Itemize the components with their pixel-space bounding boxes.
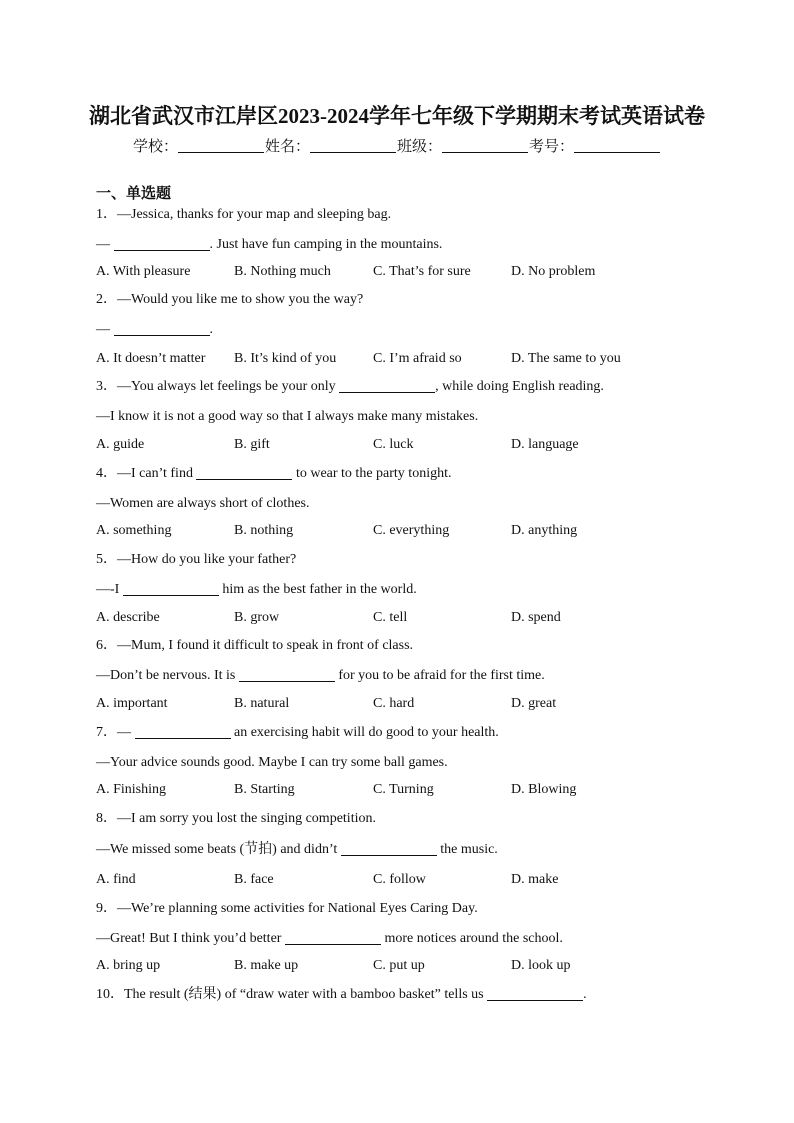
question-text: —Great! But I think you’d better [96,931,285,946]
question-1-option-c: C. That’s for sure [373,264,471,279]
question-9-option-b: B. make up [234,958,299,973]
school-label: 学校： [132,137,178,155]
question-text: , while doing English reading. [435,379,604,394]
question-6-option-b: B. natural [234,696,290,711]
answer-blank [123,581,219,596]
question-text: —-I [96,582,123,597]
question-5-option-d: D. spend [511,610,561,625]
question-9-line-1: 9．—We’re planning some activities for National Eyes Caring Day. [96,901,478,916]
question-text: the music. [436,842,498,857]
question-1-option-d: D. No problem [511,264,596,279]
answer-blank [285,930,381,945]
question-5-line-2 [96,581,417,599]
exam-number-blank [574,138,660,153]
question-5-option-b: B. grow [234,610,280,625]
question-6-line-2 [96,667,545,685]
question-text: . [209,322,213,337]
question-4-line-1 [96,465,451,483]
question-1-option-a: A. With pleasure [96,264,191,279]
question-text: 3．—You always let feelings be your only [96,379,340,394]
question-2-option-a: A. It doesn’t matter [96,351,206,366]
question-2-line-2 [96,321,213,339]
question-9-option-a: A. bring up [96,958,161,973]
question-3-option-c: C. luck [373,437,414,452]
question-text: to wear to the party tonight. [292,466,452,481]
question-7-option-b: B. Starting [234,782,295,797]
question-6-option-c: C. hard [373,696,415,711]
question-text: more notices around the school. [380,931,563,946]
question-text: — [96,237,114,252]
question-8-option-d: D. make [511,872,559,887]
question-text: an exercising habit will do good to your health. [230,725,499,740]
question-4-option-a: A. something [96,523,172,538]
question-7-option-d: D. Blowing [511,782,577,797]
class-blank [442,138,528,153]
question-3-line-2: —I know it is not a good way so that I always make many mistakes. [96,409,479,424]
answer-blank [114,321,210,336]
question-6-option-d: D. great [511,696,557,711]
question-5-option-a: A. describe [96,610,160,625]
question-text: for you to be afraid for the first time. [334,668,545,683]
section-title: 一、单选题 [96,184,172,202]
question-4-line-2: —Women are always short of clothes. [96,496,310,511]
answer-blank [341,841,437,856]
question-7-option-c: C. Turning [373,782,434,797]
answer-blank [135,724,231,739]
question-1-line-2 [96,236,442,254]
question-3-option-d: D. language [511,437,579,452]
question-2-option-b: B. It’s kind of you [234,351,337,366]
question-text: —Don’t be nervous. It is [96,668,239,683]
exam-number-label: 考号： [529,137,575,155]
question-3-option-b: B. gift [234,437,270,452]
question-2-option-d: D. The same to you [511,351,621,366]
question-text: 4．—I can’t find [96,466,197,481]
question-3-line-1 [96,378,604,396]
question-8-option-a: A. find [96,872,136,887]
answer-blank [114,236,210,251]
question-5-option-c: C. tell [373,610,408,625]
question-9-option-d: D. look up [511,958,571,973]
question-8-option-c: C. follow [373,872,426,887]
question-3-option-a: A. guide [96,437,145,452]
question-text: . [583,987,587,1002]
question-7-line-2: —Your advice sounds good. Maybe I can try some ball games. [96,755,448,770]
question-text: him as the best father in the world. [218,582,417,597]
question-9-option-c: C. put up [373,958,425,973]
question-text: —We missed some beats (节拍) and didn’t [96,842,341,857]
question-1-line-1: 1．—Jessica, thanks for your map and sleeping bag. [96,207,392,222]
answer-blank [196,465,292,480]
school-blank [178,138,264,153]
question-10-line-1 [96,986,587,1004]
question-text: 7．— [96,725,135,740]
question-5-line-1: 5．—How do you like your father? [96,552,297,567]
question-1-option-b: B. Nothing much [234,264,331,279]
answer-blank [239,667,335,682]
page-title: 湖北省武汉市江岸区2023-2024学年七年级下学期期末考试英语试卷 [89,104,705,128]
question-7-line-1 [96,724,499,742]
student-info-row [0,135,794,156]
question-text: . Just have fun camping in the mountains. [209,237,443,252]
question-7-option-a: A. Finishing [96,782,167,797]
question-8-line-2 [96,841,498,859]
question-6-line-1: 6．—Mum, I found it difficult to speak in front of class. [96,638,414,653]
question-4-option-b: B. nothing [234,523,294,538]
question-2-option-c: C. I’m afraid so [373,351,462,366]
question-8-option-b: B. face [234,872,274,887]
answer-blank [339,378,435,393]
name-label: 姓名： [264,137,310,155]
question-2-line-1: 2．—Would you like me to show you the way? [96,292,364,307]
question-4-option-c: C. everything [373,523,450,538]
question-6-option-a: A. important [96,696,168,711]
question-text: 10．The result (结果) of “draw water with a bamboo basket” tells us [96,987,488,1002]
class-label: 班级： [397,137,443,155]
question-9-line-2 [96,930,563,948]
name-blank [310,138,396,153]
answer-blank [487,986,583,1001]
question-4-option-d: D. anything [511,523,578,538]
question-text: — [96,322,114,337]
question-8-line-1: 8．—I am sorry you lost the singing competition. [96,811,376,826]
